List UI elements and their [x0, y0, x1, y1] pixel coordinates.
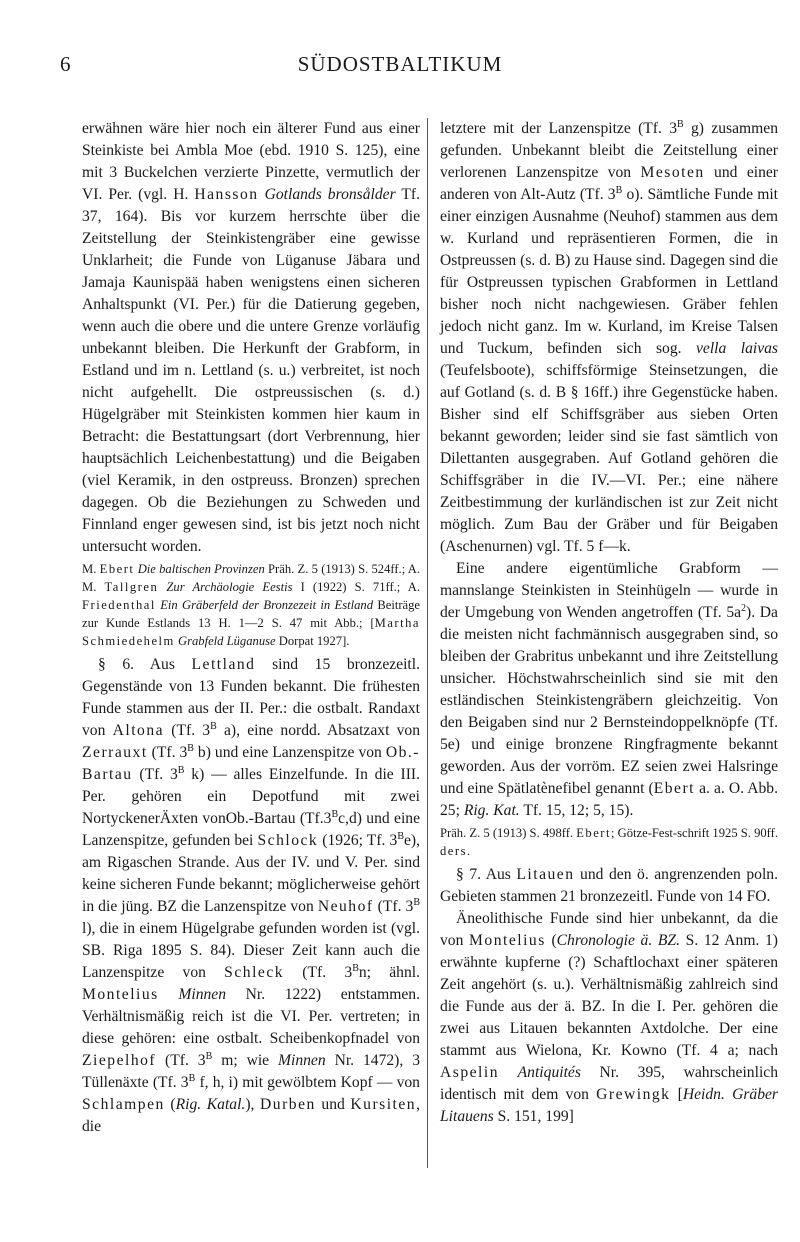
- paragraph-steinkisten-wenden: Eine andere eigentümliche Grabform — mannslange Steinkisten in Steinhügeln — wurde in der Umgebung von Wenden angetroffen (Tf. $5a^2$). Da die meisten nicht fachmännisch ausgegraben sind, so bleiben der Grabritus unbekannt und ihre Zeitstellung unsicher. Höchstwahrscheinlich sind sie mit den estländischen Steinkistengräbern gleichzeitig. Von den Beigaben sind nur 2 Bernsteindoppelknöpfe (Tf. 5e) und einige bronzene Ringfragmente bekannt geworden. Aus der vorröm. EZ seien zwei Halsringe und eine Spätlatènefibel genannt (Ebert a. a. O. Abb. 25; Rig. Kat. Tf. 15, 12; 5, 15).: [440, 560, 778, 819]
- paragraph-section-6-lettland: § 6. Aus Lettland sind 15 bronzezeitl. Gegenstände von 13 Funden bekannt. Die frühesten Funde stammen aus der II. Per.: die ostbalt. Randaxt von Altona (Tf. $3^B$ a), eine nordd. Absatzaxt von Zerrauxt (Tf. $3^B$ b) und eine Lanzenspitze von Ob.-Bartau (Tf. $3^B$ k) — alles Einzelfunde. In die III. Per. gehören ein Depotfund mit zwei NortyckenerÄxten vonOb.-Bartau $(Tf.3^Bc,d)$ und eine Lanzenspitze, gefunden bei Schlock (1926; Tf. $3^Be$), am Rigaschen Strande. Aus der IV. und V. Per. sind keine sicheren Funde bekannt; möglicherweise gehört in die jüng. BZ die Lanzenspitze von Neuhof (Tf. $3^B$ l), die in einem Hügelgrabe gefunden worden ist (vgl. SB. Riga 1895 S. 84). Dieser Zeit kann auch die Lanzenspitze von Schleck (Tf. $3^Bn$; ähnl. Montelius Minnen Nr. 1222) entstammen. Verhältnismäßig reich ist die VI. Per. vertreten; in diese gehören: eine ostbalt. Scheibenkopfnadel von Ziepelhof (Tf. $3^B$ m; wie Minnen Nr. 1472), 3 Tüllenäxte (Tf. $3^B$ f, h, i) mit gewölbtem Kopf — von Schlampen (Rig. Katal.), Durben und Kursiten, die: [82, 656, 421, 1135]
- bibliography-estland: M. Ebert Die baltischen Provinzen Präh. Z. 5 (1913) S. 524ff.; A. M. Tallgren Zur Archäologie Eestis I (1922) S. 71ff.; A. Friedenthal Ein Gräberfeld der Bronzezeit in Estland Beiträge zur Kunde Estlands 13 H. 1—2 S. 47 mit Abb.; [Martha Schmiedehelm Grabfeld Lüganuse Dorpat 1927].: [82, 562, 421, 648]
- page-header: [0, 52, 800, 82]
- paragraph-section-7-litauen: § 7. Aus Litauen und den ö. angrenzenden poln. Gebieten stammen 21 bronzezeitl. Funde von 14 FO.: [440, 866, 778, 905]
- page-number: 6: [60, 52, 71, 76]
- paragraph-steinkisten: erwähnen wäre hier noch ein älterer Fund aus einer Steinkiste bei Ambla Moe (ebd. 1910 S. 125), eine mit 3 Buckelchen verzierte Pinzette, vermutlich der VI. Per. (vgl. H. Hansson Gotlands bronsålder Tf. 37, 164). Bis vor kurzem herrschte über die Zeitstellung der Steinkistengräber eine gewisse Unklarheit; die Funde von Lüganuse Jäbara und Jamaja Kaunispää haben wenigstens einen sicheren Anhaltspunkt (VI. Per.) für die Datierung gegeben, wenn auch die obere und die untere Grenze vorläufig unbekannt bleiben. Die Herkunft der Grabform, in Estland und im n. Lettland (s. u.) verbreitet, ist noch nicht aufgehellt. Die ostpreussischen (s. d.) Hügelgräber mit Steinkisten kommen hier kaum in Betracht: die Bestattungsart (dort Verbrennung, hier hauptsächlich Leichenbestattung) und die Beigaben (viel Keramik, in den ostpreuss. Bronzen) sprechen dagegen. Ob die Beziehungen zu Schweden und Finnland enger gewesen sind, ist bis jetzt noch nicht untersucht worden.: [82, 120, 421, 555]
- paragraph-aeneolithische-funde: Äneolithische Funde sind hier unbekannt, da die von Montelius (Chronologie ä. BZ. S. 12 Anm. 1) erwähnte kupferne (?) Schaftlochaxt einer späteren Zeit angehört (s. u.). Verhältnismäßig zahlreich sind die Funde aus der ä. BZ. In die I. Per. gehören die zwei aus Litauen bekannten Axtdolche. Der eine stammt aus Wielona, Kr. Kowno (Tf. 4 a; nach Aspelin Antiquités Nr. 395, wahrscheinlich identisch mit dem von Grewingk [Heidn. Gräber Litauens S. 151, 199]: [440, 910, 778, 1125]
- paragraph-lettland-continued: letztere mit der Lanzenspitze (Tf. $3^B$ g) zusammen gefunden. Unbekannt bleibt die Zeitstellung einer verlorenen Lanzenspitze von Mesoten und einer anderen von Alt-Autz (Tf. $3^B$ o). Sämtliche Funde mit einer einzigen Ausnahme (Neuhof) stammen aus dem w. Kurland und repräsentieren Formen, die in Ostpreussen (s. d. B) zu Hause sind. Dagegen sind die für Ostpreussen typischen Grabformen in Lettland bisher noch nicht nachgewiesen. Gräber fehlen jedoch nicht ganz. Im w. Kurland, im Kreise Talsen und Tuckum, befinden sich sog. vella laivas (Teufelsboote), schiffsförmige Steinsetzungen, die auf Gotland (s. d. B § 16ff.) ihre Gegenstücke haben. Bisher sind elf Schiffsgräber aus sieben Orten bekannt geworden; leider sind sie fast sämtlich von Dilettanten ausgegraben. Auf Gotland gehören die Schiffsgräber in die IV.—VI. Per.; eine nähere Zeitbestimmung der kurländischen ist zur Zeit nicht möglich. Zum Bau der Gräber und für Beigaben (Aschenurnen) vgl. Tf. 5 f—k.: [440, 118, 779, 555]
- bibliography-lettland: Präh. Z. 5 (1913) S. 498ff. Ebert; Götze-Fest-schrift 1925 S. 90ff. ders.: [440, 826, 778, 858]
- right-column: [440, 118, 778, 1128]
- column-divider: [427, 118, 428, 1168]
- left-column: [82, 118, 420, 1138]
- running-title: SÜDOSTBALTIKUM: [297, 52, 503, 76]
